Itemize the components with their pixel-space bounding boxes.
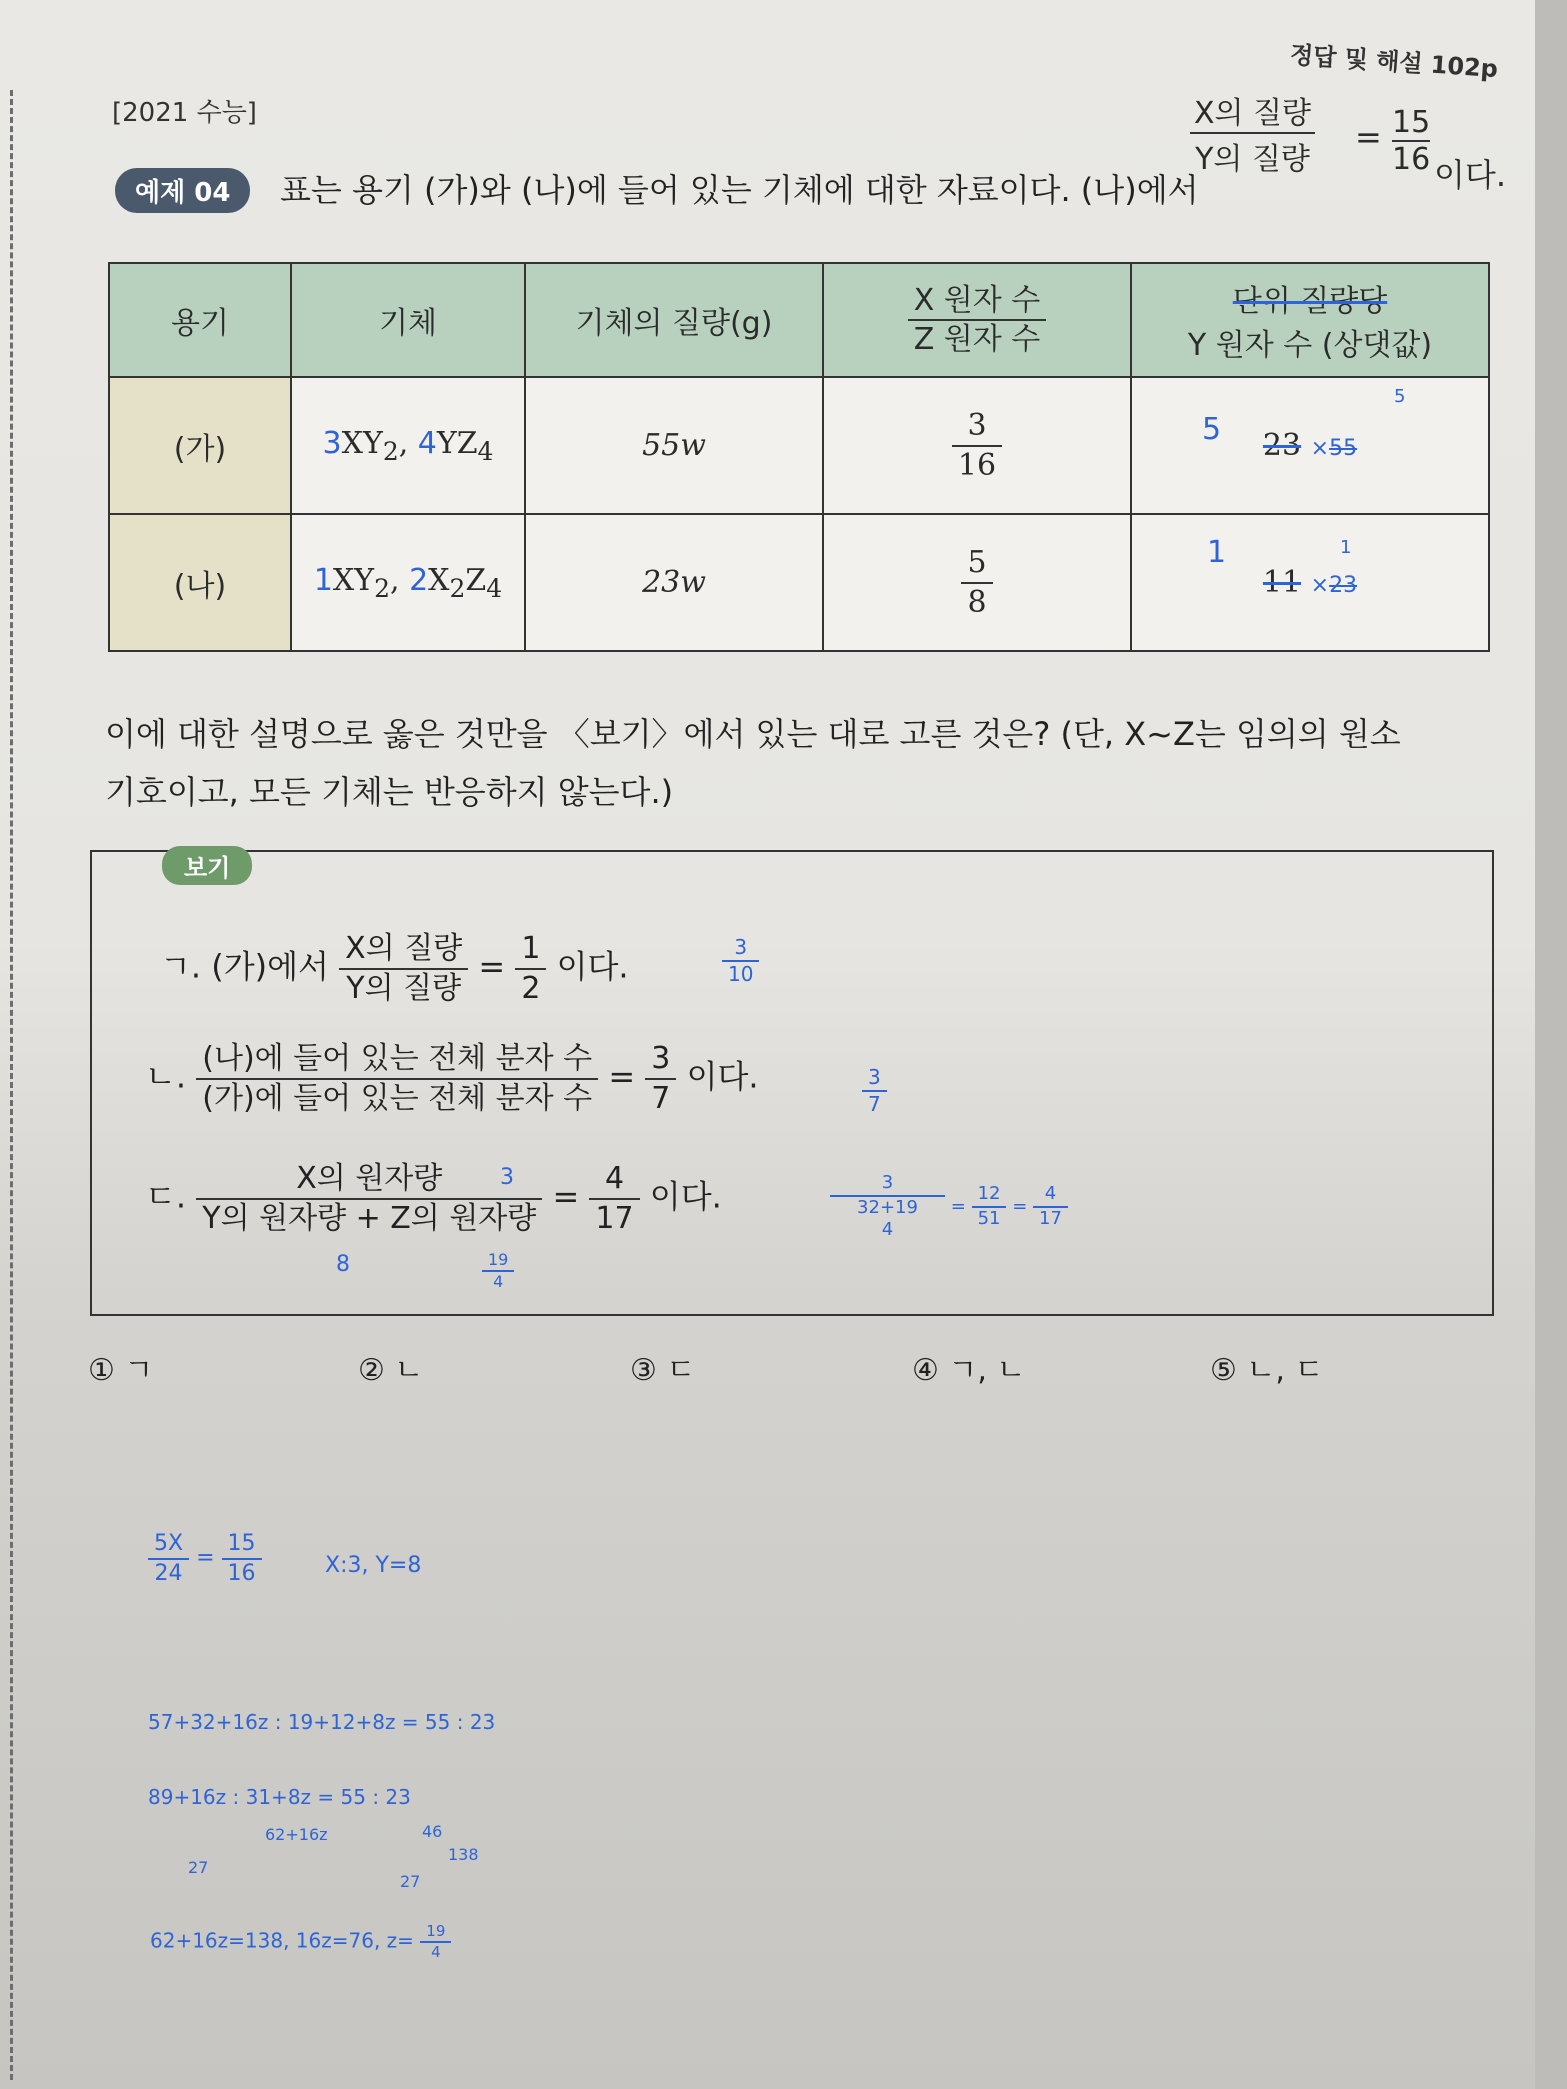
- header-ratio: [1190, 88, 1315, 178]
- ink-den: 4: [431, 1942, 441, 1961]
- item-value-den: 7: [651, 1080, 671, 1116]
- ink-text: 62+16z=138, 16z=76, z=: [150, 1928, 414, 1953]
- ink-num: 19: [420, 1922, 451, 1943]
- row-gas: [291, 514, 525, 651]
- header-ratio-top: X 원자 수: [908, 282, 1047, 322]
- ink-num: 12: [972, 1183, 1007, 1208]
- answer-reference: 정답 및 해설 102p: [1289, 40, 1499, 84]
- cut-line: [10, 90, 13, 2080]
- row-ratio: [823, 514, 1131, 651]
- gas-formula: X: [428, 562, 450, 598]
- item-equals: =: [608, 1057, 636, 1096]
- item-value-num: 3: [645, 1040, 676, 1080]
- ink-note: ×: [1310, 436, 1330, 461]
- note-3-e: 27: [400, 1872, 421, 1891]
- ink-note: 1: [1340, 537, 1352, 558]
- ink-note: 5: [1202, 412, 1222, 447]
- ink-coef: 3: [322, 425, 342, 461]
- item-marker: ㄱ.: [160, 947, 202, 986]
- ink-den: 10: [728, 962, 754, 986]
- ratio-den: 16: [957, 447, 997, 483]
- ink-answer: [722, 935, 759, 987]
- item-marker: ㄴ.: [145, 1057, 187, 1096]
- gas-formula: Z: [465, 562, 487, 598]
- ink-den: 16: [227, 1560, 256, 1586]
- ink-frac: [830, 1172, 945, 1242]
- ink-frac: [420, 1922, 451, 1962]
- item-num: (나)에 들어 있는 전체 분자 수: [196, 1040, 598, 1080]
- header-ratio-den: Y의 질량: [1195, 142, 1310, 177]
- gas-subscript: 2: [382, 436, 399, 466]
- ink-answer: [862, 1065, 887, 1117]
- page-edge: [1535, 0, 1567, 2089]
- ink-note: 5: [1394, 386, 1406, 407]
- header-ratio-value-den: 16: [1392, 142, 1431, 177]
- gas-formula: XY: [332, 562, 375, 598]
- bogi-item-b: [145, 1040, 759, 1117]
- header-ratio: [823, 263, 1131, 377]
- gas-separator: ,: [398, 425, 418, 461]
- gas-subscript: 4: [477, 436, 494, 466]
- note-1: [148, 1530, 262, 1587]
- bogi-item-a: [160, 930, 629, 1007]
- gas-subscript: 4: [486, 573, 503, 603]
- choice-3[interactable]: ③ ㄷ: [630, 1353, 696, 1388]
- header-ratio-num: X의 질량: [1190, 88, 1315, 134]
- row-per-mass: [1131, 377, 1489, 514]
- ink-note: 23: [1329, 573, 1358, 598]
- exam-source: [2021 수능]: [112, 98, 257, 128]
- table-row: [109, 377, 1489, 514]
- ink-num: 3: [722, 935, 759, 962]
- per-mass-value: 23: [1262, 428, 1302, 463]
- note-3-c: 46: [422, 1822, 443, 1841]
- ink-atomic-z: [482, 1250, 514, 1292]
- note-2: 57+32+16z : 19+12+8z = 55 : 23: [148, 1710, 496, 1734]
- row-ratio-frac: [961, 544, 992, 621]
- row-per-mass: [1131, 514, 1489, 651]
- ink-equals: =: [196, 1545, 215, 1571]
- ink-den: 32+19: [857, 1196, 918, 1218]
- item-frac: [196, 1040, 598, 1117]
- row-vessel: (가): [109, 377, 291, 514]
- ink-note: 55: [1329, 436, 1358, 461]
- row-ratio-frac: [952, 407, 1002, 484]
- gas-subscript: 2: [449, 573, 466, 603]
- item-prefix: (가)에서: [211, 947, 329, 986]
- header-ratio-value: [1392, 105, 1430, 177]
- ink-num: 3: [830, 1172, 945, 1197]
- ink-num: 15: [222, 1530, 262, 1560]
- ink-num: 5X: [148, 1530, 189, 1560]
- row-gas: [291, 377, 525, 514]
- gas-formula: YZ: [436, 425, 478, 461]
- item-equals: =: [478, 947, 506, 986]
- gas-formula: XY: [341, 425, 383, 461]
- ink-num: 3: [862, 1065, 887, 1092]
- row-vessel: (나): [109, 514, 291, 651]
- row-mass: 55w: [525, 377, 823, 514]
- header-ratio-bottom: Z 원자 수: [913, 322, 1041, 357]
- ink-atomic-y: 8: [336, 1252, 350, 1277]
- ink-num: 19: [482, 1250, 514, 1272]
- ink-frac: [972, 1183, 1007, 1230]
- ink-frac: [222, 1530, 262, 1587]
- per-mass-value: 11: [1262, 565, 1302, 600]
- header-equals: =: [1355, 118, 1382, 156]
- item-num: X의 원자량: [196, 1160, 542, 1200]
- item-value-num: 1: [515, 930, 546, 970]
- item-value-num: 4: [589, 1160, 639, 1200]
- note-1-result: X:3, Y=8: [325, 1553, 422, 1578]
- item-value-den: 2: [521, 970, 541, 1006]
- item-den: (가)에 들어 있는 전체 분자 수: [202, 1080, 593, 1116]
- ink-den2: 4: [881, 1219, 894, 1240]
- ink-equals: =: [1012, 1195, 1028, 1217]
- gas-separator: ,: [389, 562, 410, 598]
- table-row: [109, 514, 1489, 651]
- ink-equals: =: [950, 1195, 966, 1217]
- header-tail: 이다.: [1434, 156, 1506, 194]
- bogi-label: 보기: [162, 846, 252, 885]
- example-badge: 예제 04: [115, 168, 250, 213]
- header-per-mass-bottom: Y 원자 수 (상댓값): [1187, 328, 1433, 363]
- ink-num: 4: [1033, 1183, 1068, 1208]
- choice-4[interactable]: ④ ㄱ, ㄴ: [912, 1353, 1026, 1388]
- ink-den: 4: [493, 1272, 504, 1291]
- header-gas: 기체: [291, 263, 525, 377]
- item-value: [515, 930, 546, 1007]
- item-suffix: 이다.: [649, 1177, 722, 1216]
- item-equals: =: [552, 1177, 580, 1216]
- ink-calculation: [830, 1172, 1068, 1242]
- header-vessel: 용기: [109, 263, 291, 377]
- bogi-item-c: [145, 1160, 722, 1237]
- note-3-b: 62+16z: [265, 1825, 328, 1844]
- item-den: Y의 원자량 + Z의 원자량: [202, 1200, 537, 1236]
- prompt-line: 기호이고, 모든 기체는 반응하지 않는다.): [105, 773, 674, 811]
- header-per-mass: [1131, 263, 1489, 377]
- header-mass: 기체의 질량(g): [525, 263, 823, 377]
- ratio-den: 8: [967, 584, 987, 620]
- choice-1[interactable]: ① ㄱ: [88, 1353, 154, 1388]
- ink-note: ×: [1310, 573, 1330, 598]
- item-num: X의 질량: [339, 930, 468, 970]
- row-ratio: [823, 377, 1131, 514]
- header-ratio-value-num: 15: [1392, 105, 1431, 140]
- ink-den: 24: [154, 1560, 183, 1586]
- item-marker: ㄷ.: [145, 1177, 187, 1216]
- ink-den: 51: [977, 1207, 1001, 1229]
- ratio-num: 5: [961, 544, 992, 584]
- ink-coef: 4: [417, 425, 437, 461]
- note-3-a: 27: [188, 1858, 209, 1877]
- note-3: 89+16z : 31+8z = 55 : 23: [148, 1785, 411, 1809]
- ink-atomic-x: 3: [500, 1165, 514, 1190]
- ink-frac: [1033, 1183, 1068, 1230]
- choice-2[interactable]: ② ㄴ: [358, 1353, 424, 1388]
- note-3-d: 138: [448, 1845, 479, 1864]
- ink-den: 17: [1039, 1207, 1062, 1229]
- note-4: [150, 1922, 451, 1962]
- question-text: 표는 용기 (가)와 (나)에 들어 있는 기체에 대한 자료이다. (나)에서: [280, 171, 1199, 209]
- row-mass: 23w: [525, 514, 823, 651]
- prompt-line: 이에 대한 설명으로 옳은 것만을 〈보기〉에서 있는 대로 고른 것은? (단, X~Z는 임의의 원소: [105, 715, 1401, 753]
- gas-subscript: 2: [374, 573, 390, 603]
- ink-coef: 1: [313, 562, 333, 598]
- ink-coef: 2: [409, 562, 429, 598]
- gas-table: [108, 262, 1490, 652]
- item-suffix: 이다.: [686, 1057, 759, 1096]
- item-value: [645, 1040, 676, 1117]
- question-prompt: [105, 705, 1505, 821]
- item-value-den: 17: [595, 1200, 634, 1236]
- item-suffix: 이다.: [556, 947, 629, 986]
- ratio-num: 3: [952, 407, 1002, 447]
- item-frac: [196, 1160, 542, 1237]
- ink-frac: [148, 1530, 189, 1587]
- item-value: [589, 1160, 639, 1237]
- header-per-mass-top: 단위 질량당: [1232, 284, 1388, 319]
- item-den: Y의 질량: [346, 970, 462, 1006]
- header-ratio-frac: [908, 282, 1047, 359]
- ink-note: 1: [1207, 535, 1227, 570]
- item-frac: [339, 930, 468, 1007]
- ink-den: 7: [868, 1092, 881, 1116]
- choice-5[interactable]: ⑤ ㄴ, ㄷ: [1210, 1353, 1324, 1388]
